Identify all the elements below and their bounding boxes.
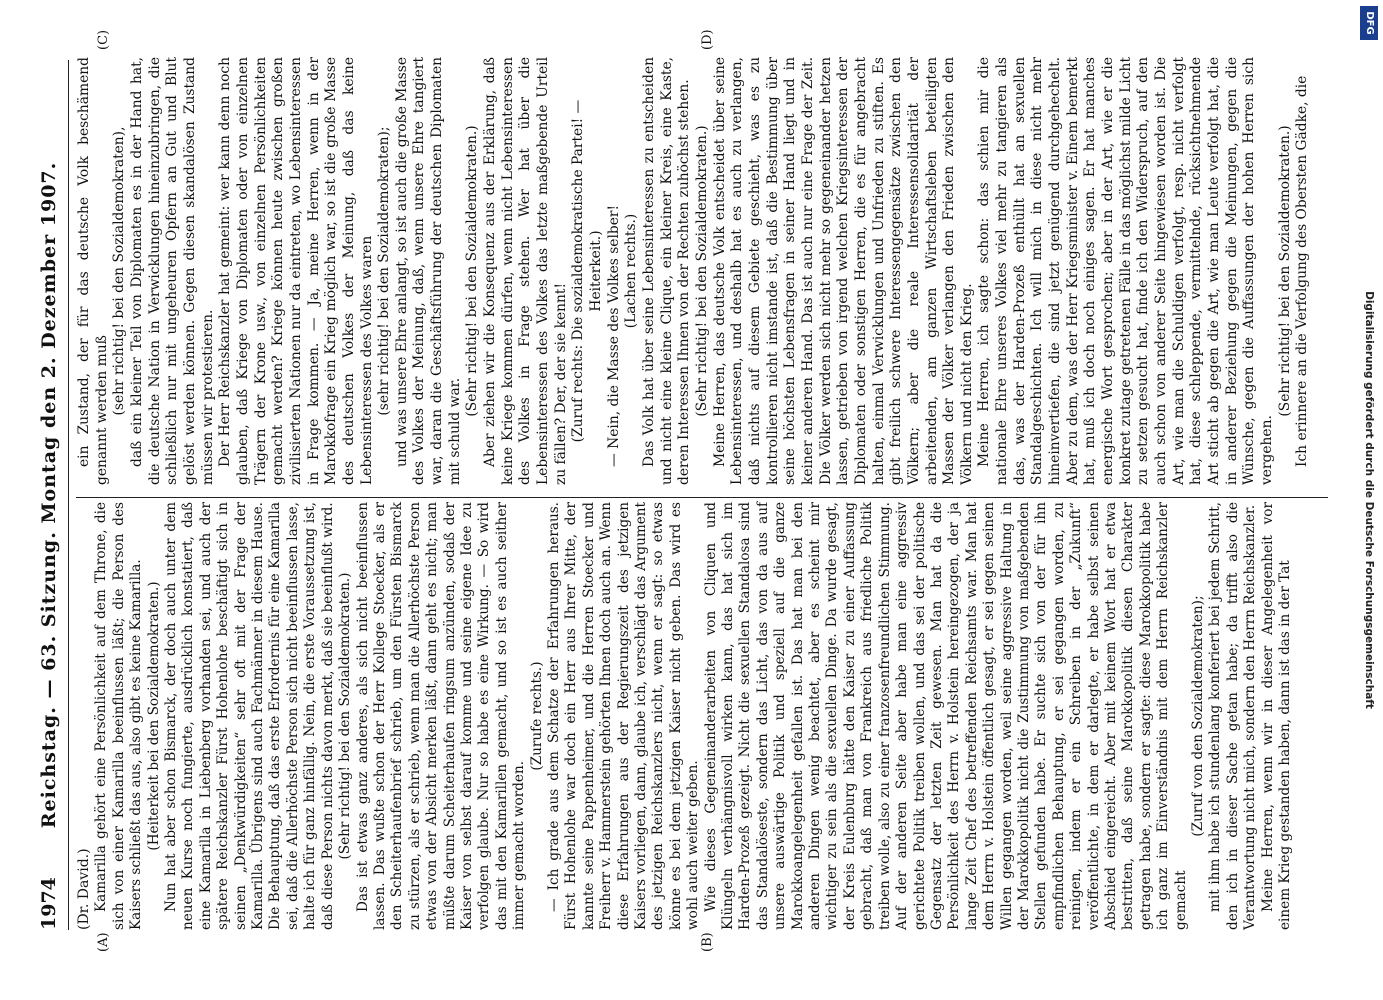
paragraph: und was unsere Ehre anlangt, so ist auch die große Masse des Volkes der Meinung, daß, wenn unsere Ehre tangiert war, daran die Geschäftsführung der deutschen Diplomaten mit schuld war. — [393, 57, 463, 485]
paragraph: Aber ziehen wir die Konsequenz aus der Erklärung, daß keine Kriege kommen dürfen, wenn nicht Lebensinteressen des Volkes in Frage stehen. Wer hat über die Lebensinteressen des Volkes das letzte maßgebende Urteil zu fällen? Der, der sie kennt! — [482, 57, 569, 485]
interjection: (Sehr richtig! bei den Sozialdemokraten.) — [464, 125, 481, 417]
interjection: (Zuruf von den Sozialdemokraten); — [1190, 595, 1206, 837]
paragraph: Nun hat aber schon Bismarck, der doch auch unter dem neuen Kurse noch fungierte, ausdrücklich konstatiert, daß eine Kamarilla in Liebenberg vorhanden sei, und auch der spätere Reichskanzler Fürst Hohenlohe beschäftigt sich in seinen „Denkwürdigkeiten“ sehr oft mit der Frage der Kamarilla. Übrigens sind auch Fachmänner in diesem Hause. Die Behauptung, daß das erste Erfordernis für eine Kamarilla sei, daß die Allerhöchste Person sich nicht beeinflussen lasse, halte ich für ganz hinfällig. Nein, die erste Voraussetzung ist, daß diese Person nichts davon merkt, daß sie beeinflußt wird. — [163, 502, 336, 930]
paragraph: Ich erinnere an die Verfolgung des Obersten Gädke, die — [1294, 75, 1311, 467]
interjection: (Zuruf rechts: Die sozialdemokratische Partei! — Heiterkeit.) — [570, 99, 605, 443]
margin-mark-b: (B) — [700, 932, 715, 952]
paragraph: mit ihm habe ich stundenlang konferiert bei jedem Schritt, den ich in dieser Sache getan habe; da trifft also die Verantwortung nicht mich, sondern den Herrn Reichskanzler. — [1207, 502, 1259, 930]
paragraph: Der Herr Reichskanzler hat gemeint: wer kann denn noch glauben, daß Kriege von Diplomaten oder von einzelnen Trägern der Krone usw., von einzelnen Persönlichkeiten gemacht werden? Kriege können heute zwischen großen zivilisierten Nationen nur da eintreten, wo Lebensinteressen in Frage kommen. — Ja, meine Herren, wenn in der Marokkofrage ein Krieg möglich war, so ist die große Masse des deutschen Volkes der Meinung, daß das keine Lebensinteressen des Volkes waren — [217, 57, 375, 485]
interjection: (Sehr richtig! bei den Sozialdemokraten.) — [337, 572, 354, 860]
paragraph: Das Volk hat über seine Lebensinteressen zu entscheiden und nicht eine kleine Clique, ein kleiner Kreis, eine Kaste, deren Interessen Ihnen von der Rechten zuhöchst stehen. — [641, 57, 693, 485]
dfg-logo: DFG — [1360, 6, 1378, 40]
speaker-name: (Dr. David.) — [76, 848, 92, 930]
paragraph: — Nein, die Masse des Volkes selber! — [605, 204, 622, 467]
header-rule — [68, 60, 69, 930]
header-title: Reichstag. — 63. Sitzung. Montag den 2. Dezember 1907. — [38, 161, 60, 829]
column-divider — [76, 497, 1328, 498]
page-header — [38, 60, 68, 930]
page-number: 1974 — [38, 877, 60, 930]
paragraph: Meine Herren, wenn wir in dieser Angelegenheit vor einem Krieg gestanden haben, dann ist das in der Tat — [1259, 502, 1294, 930]
margin-mark-a: (A) — [96, 932, 111, 952]
interjection: (sehr richtig! bei den Sozialdemokraten), — [111, 126, 128, 416]
interjection: (Sehr richtig! bei den Sozialdemokraten.) — [1276, 125, 1293, 417]
paragraph: Das ist etwas ganz anderes, als sich nicht beeinflussen lassen. Das wußte schon der Herr Kollege Stoecker, als er den Scheiterhaufenbrief schrieb, um den Fürsten Bismarck zu stürzen, als er schrieb, wenn man die Allerhöchste Person etwas von der Absicht merken läßt, dann geht es nicht; man müßte darum Scheiterhaufen ringsum anzünden, sodaß der Kaiser von selbst darauf komme und seine eigene Idee zu verfolgen glaube. Nur so habe es eine Wirkung. — So wird das mit den Kamarillen gemacht, und so ist es auch seither immer gemacht worden. — [354, 502, 528, 930]
paragraph: daß ein kleiner Teil von Diplomaten es in der Hand hat, die deutsche Nation in Verwicklungen hineinzubringen, die schließlich nur mit ungeheuren Opfern an Gut und Blut gelöst werden können. Gegen diesen skandalösen Zustand müssen wir protestieren. — [128, 57, 216, 485]
interjection: (Heiterkeit bei den Sozialdemokraten.) — [145, 581, 162, 851]
interjection: (Zurufe rechts.) — [528, 661, 545, 771]
margin-mark-d: (D) — [700, 29, 715, 50]
paragraph: Wie dieses Gegeneinanderarbeiten von Cliquen und Klüngeln verhängnisvoll wirken kann, das hat sich im Harden-Prozeß gezeigt. Nicht die sexuellen Standalosa sind das Standalöseste, sondern das Licht, das von da aus auf unsere auswärtige Politik und speziell auf die ganze Marokkoangelegenheit gefallen ist. Das hat man bei den anderen Dingen wenig beachtet, aber es scheint mir wichtiger zu sein als die sexuellen Dinge. Da wurde gesagt, der Kreis Eulenburg hätte den Kaiser zu einer Auffassung gebracht, daß man von Frankreich aus friedliche Politik treiben wolle, also zu einer franzosenfreundlichen Stimmung. Auf der anderen Seite aber habe man eine aggressiv gerichtete Politik treiben wollen, und das sei der politische Gegensatz der letzten Zeit gewesen. Man hat da die Persönlichkeit des Herrn v. Holstein hereingezogen, der ja lange Zeit Chef des betreffenden Reichsamts war. Man hat dem Herrn v. Holstein öffentlich gesagt, er sei gegen seinen Willen gegangen worden, weil seine aggressive Haltung in der Marokkopolitik nicht die Zustimmung von maßgebenden Stellen gefunden habe. Er suchte sich von der für ihn empfindlichen Behauptung, er sei gegangen worden, zu reinigen, indem er ein Schreiben in der „Zukunft“ veröffentlichte, in dem er darlegte, er habe selbst seinen Abschied eingereicht. Aber mit keinem Wort hat er etwa bestritten, daß seine Marokkopolitik diesen Charakter getragen habe, sondern er sagte: diese Marokkopolitik habe ich ganz im Einverständnis mit dem Herrn Reichskanzler gemacht — [702, 502, 1189, 930]
margin-mark-c: (C) — [96, 29, 111, 50]
interjection: (Lachen rechts.) — [623, 213, 640, 329]
digitization-note-text: Digitalisierung gefördert durch die Deutsche Forschungsgemeinschaft — [1363, 291, 1375, 709]
paragraph: Meine Herren, ich sagte schon: das schien mir die nationale Ehre unseres Volkes viel mehr zu tangieren als das, was der Harden-Prozeß enthüllt hat an sexuellen Standalgeschichten. Ich will mich in diese nicht mehr hineinvertiefen, die sind jetzt genügend durchgehechelt. Aber zu dem, was der Herr Kriegsminister v. Einem bemerkt hat, muß ich doch noch einiges sagen. Er hat manches energische Wort gesprochen; aber in der Art, wie er die konkret zutage getretenen Fälle in das möglichst milde Licht zu setzen gesucht hat, finde ich den Widerspruch, auf den auch schon von anderer Seite hingewiesen worden ist. Die Art, wie man die Schuldigen verfolgt, resp. nicht verfolgt hat, diese schleppende, vermittelnde, rücksichtnehmende Art sticht ab gegen die Art, wie man Leute verfolgt hat, die in anderer Beziehung gegen die Meinungen, gegen die Wünsche, gegen die Auffassungen der hohen Herren sich vergehen. — [976, 57, 1275, 485]
paragraph: Kamarilla gehört eine Persönlichkeit auf dem Throne, die sich von einer Kamarilla beeinflussen läßt; die Person des Kaisers schließt das aus, also gibt es keine Kamarilla. — [93, 502, 145, 930]
interjection: (sehr richtig! bei den Sozialdemokraten); — [376, 126, 393, 416]
interjection: (Sehr richtig! bei den Sozialdemokraten.) — [693, 125, 710, 417]
digitization-note — [1358, 0, 1380, 1000]
left-column — [76, 502, 1294, 930]
paragraph: ein Zustand, der für das deutsche Volk beschämend genannt werden muß — [76, 57, 110, 485]
paragraph: Meine Herren, das deutsche Volk entscheidet über seine Lebensinteressen, und deshalb hat es auch zu verlangen, daß nichts auf diesem Gebiete geschieht, was es zu kontrollieren nicht imstande ist, daß die Bestimmung über seine höchsten Lebensfragen in seiner Hand liegt und in keiner anderen Hand. Das ist auch nur eine Frage der Zeit. Die Völker werden sich nicht mehr so gegeneinander hetzen lassen, getrieben von irgend welchen Kriegsinteressen der Diplomaten oder sonstigen Herren, die es für angebracht halten, einmal Verwicklungen und Unfrieden zu stiften. Es gibt freilich schwere Interessengegensätze zwischen den Völkern; aber die reale Interessensolidarität der arbeitenden, am ganzen Wirtschaftsleben beteiligten Massen der Völker verlangen den Frieden zwischen den Völkern und nicht den Krieg. — [711, 57, 975, 485]
right-column — [76, 57, 1312, 485]
paragraph: — Ich grade aus dem Schatze der Erfahrungen heraus. Fürst Hohenlohe war doch ein Herr aus Ihrer Mitte, der kannte seine Pappenheimer, und die Herren Stoecker und Freiherr v. Hammerstein gehörten Ihnen doch auch an. Wenn diese Erfahrungen aus der Regierungszeit des jetzigen Kaisers vorliegen, dann, glaube ich, verschlägt das Argument des jetzigen Reichskanzlers nicht, wenn er sagt: so etwas könne es bei dem jetzigen Kaiser nicht geben. Das wird es wohl auch weiter geben. — [545, 502, 702, 930]
